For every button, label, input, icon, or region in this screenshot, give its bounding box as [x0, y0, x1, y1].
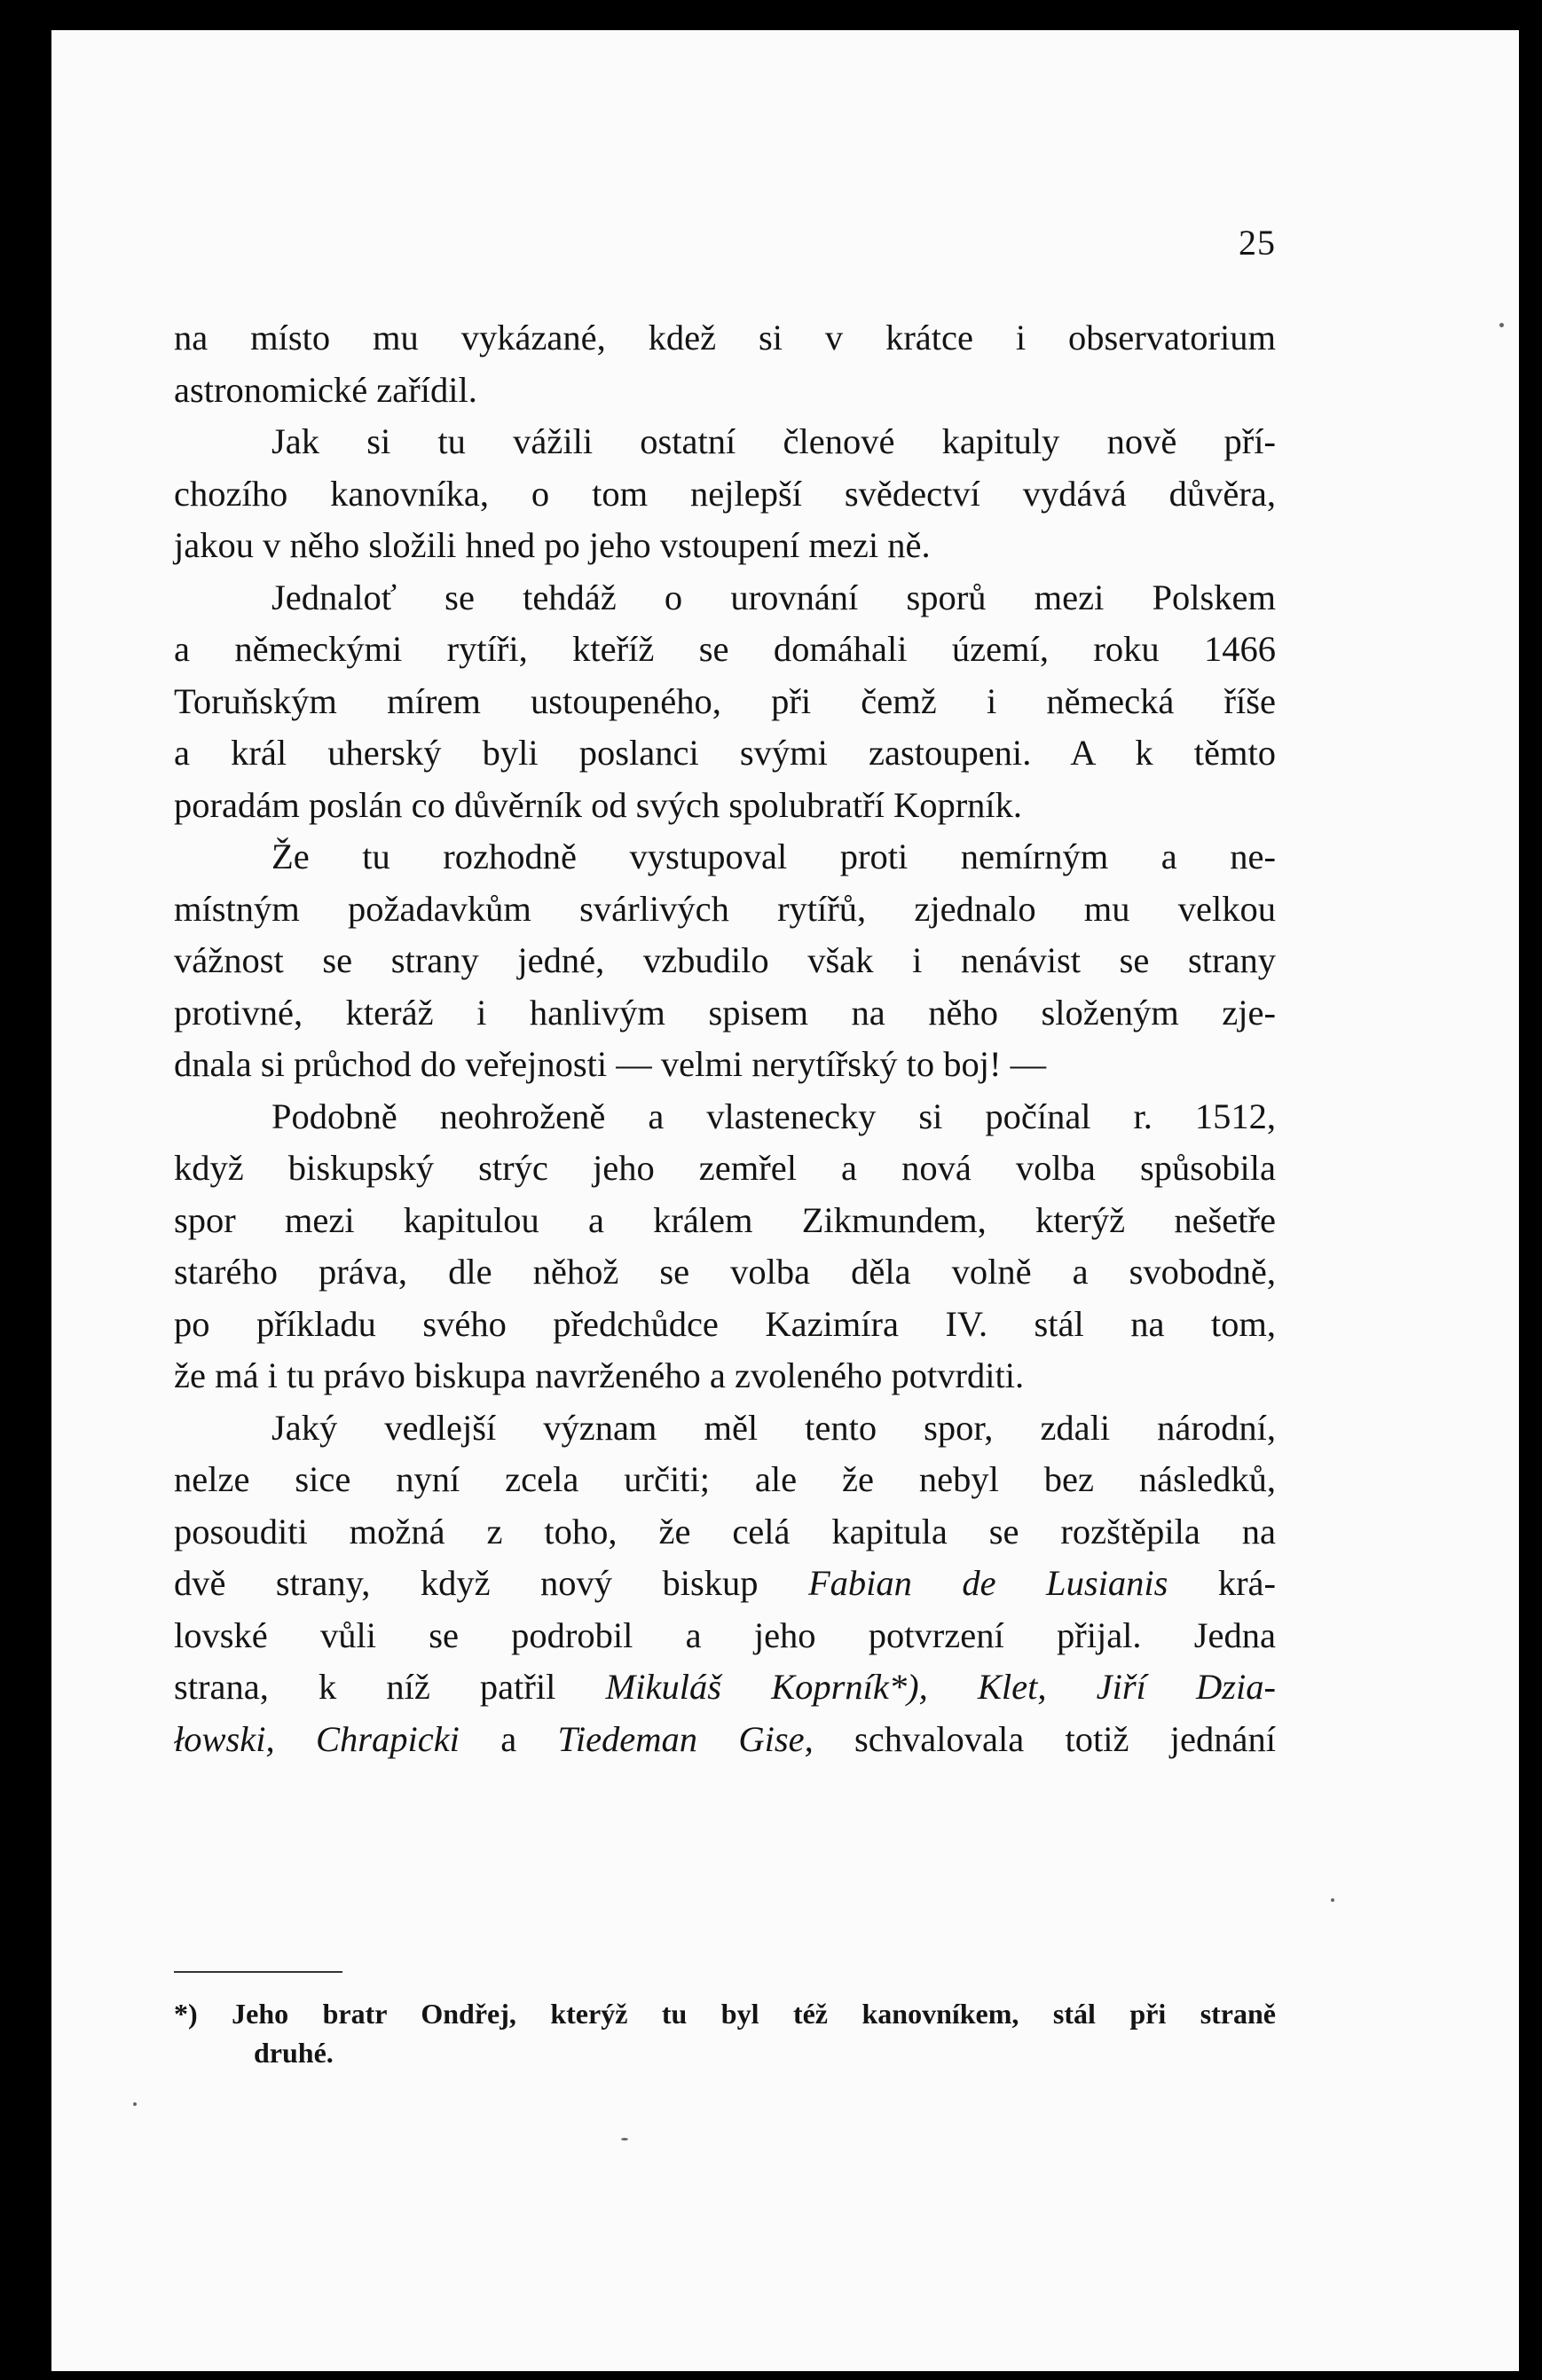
text-line-with-italic [174, 1558, 1276, 1610]
text-line-with-italic [174, 1714, 1276, 1766]
text-segment: dvě strany, když nový biskup [174, 1563, 759, 1603]
text-line: že má i tu právo biskupa navrženého a zvoleného potvrditi. [174, 1355, 1025, 1395]
text-line: vážnost se strany jedné, vzbudilo však i nenávist se strany [174, 940, 1276, 980]
text-line: posouditi možná z toho, že celá kapitula se rozštěpila na [174, 1511, 1276, 1551]
scan-speck [621, 2138, 628, 2140]
footnote-text: Jeho bratr Ondřej, kterýž tu byl též kanovníkem, stál při straně [232, 1998, 1277, 2030]
text-line: spor mezi kapitulou a králem Zikmundem, kterýž nešetře [174, 1199, 1276, 1240]
text-line: když biskupský strýc jeho zemřel a nová volba spůsobila [174, 1148, 1276, 1188]
text-line: lovské vůli se podrobil a jeho potvrzení přijal. Jedna [174, 1614, 1276, 1655]
text-line: Jak si tu vážili ostatní členové kapituly nově pří- [271, 421, 1276, 461]
text-line: starého práva, dle něhož se volba děla volně a svobodně, [174, 1252, 1276, 1292]
text-segment: schvalovala totiž jednání [854, 1718, 1276, 1759]
scan-speck [1331, 1898, 1334, 1902]
text-line: protivné, kteráž i hanlivým spisem na něho složeným zje- [174, 992, 1276, 1033]
scan-speck [133, 2102, 137, 2106]
text-line: nelze sice nyní zcela určiti; ale že nebyl bez následků, [174, 1459, 1276, 1499]
text-line: místným požadavkům svárlivých rytířů, zjednalo mu velkou [174, 888, 1276, 929]
footnote-rule [174, 1971, 342, 1973]
text-line: po příkladu svého předchůdce Kazimíra IV. stál na tom, [174, 1303, 1276, 1344]
text-line: Že tu rozhodně vystupoval proti nemírným a ne- [271, 837, 1276, 876]
page-number: 25 [1239, 223, 1276, 263]
text-line: na místo mu vykázané, kdež si v krátce i observatorium [174, 318, 1276, 357]
text-segment: strana, k níž patřil [174, 1667, 556, 1707]
text-line: dnala si průchod do veřejnosti — velmi nerytířský to boj! — [174, 1044, 1047, 1084]
text-segment: a [500, 1718, 517, 1759]
text-line: poradám poslán co důvěrník od svých spolubratří Koprník. [174, 784, 1023, 825]
text-line: astronomické zařídil. [174, 369, 477, 410]
text-line: Toruňským mírem ustoupeného, při čemž i německá říše [174, 680, 1276, 721]
text-line: jakou v něho složili hned po jeho vstoupení mezi ně. [174, 525, 931, 565]
text-line: chozího kanovníka, o tom nejlepší svědectví vydává důvěra, [174, 473, 1276, 514]
scan-border-bottom [0, 2371, 1542, 2380]
scan-border-left [0, 0, 51, 2380]
italic-name: Tiedeman Gise, [557, 1718, 814, 1759]
footnote-line [174, 1994, 1276, 2033]
footnote [174, 1994, 1276, 2072]
scan-border-right [1519, 0, 1542, 2380]
italic-name: łowski, Chrapicki [174, 1718, 460, 1759]
text-line: Podobně neohroženě a vlastenecky si počínal r. 1512, [271, 1096, 1276, 1136]
body-text [174, 312, 1276, 1765]
text-line: a německými rytíři, kteříž se domáhali území, roku 1466 [174, 629, 1276, 669]
italic-name: Mikuláš Koprník*), Klet, Jiří Dzia- [605, 1667, 1277, 1707]
text-line-with-italic [174, 1661, 1276, 1714]
text-segment: krá- [1217, 1563, 1277, 1603]
text-line: a král uherský byli poslanci svými zastoupeni. A k těmto [174, 733, 1276, 773]
text-line: Jednaloť se tehdáž o urovnání sporů mezi Polskem [271, 577, 1276, 617]
footnote-marker: *) [174, 1998, 198, 2030]
scan-border-top [0, 0, 1542, 30]
scan-speck [1499, 323, 1504, 327]
text-line: Jaký vedlejší význam měl tento spor, zdali národní, [271, 1407, 1276, 1448]
footnote-line: druhé. [254, 2037, 334, 2069]
italic-name: Fabian de Lusianis [807, 1563, 1168, 1603]
